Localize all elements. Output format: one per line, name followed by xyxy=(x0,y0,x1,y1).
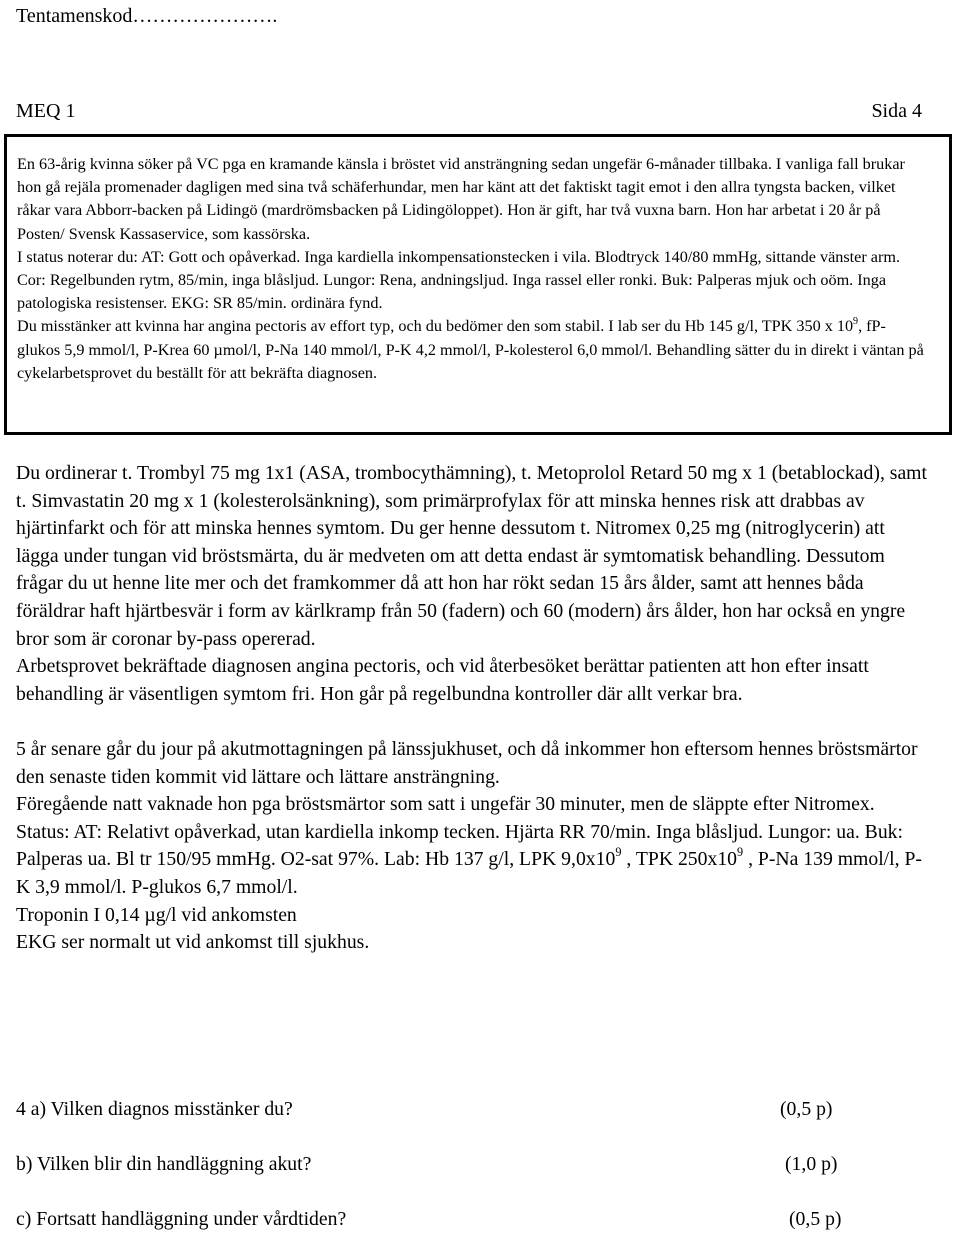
question-4a: 4 a) Vilken diagnos misstänker du? xyxy=(16,1098,293,1120)
status-superscript-2: 9 xyxy=(737,844,744,859)
status-superscript-1: 9 xyxy=(615,844,622,859)
case-history: En 63-årig kvinna söker på VC pga en kramande känsla i bröstet vid ansträngning sedan ungefär 6-månader tillbaka. I vanliga fall brukar hon gå rejäla promenader dagligen med sina två schäferhundar, men har känt att det faktiskt tagit emot i den allra tyngsta backen, vilket råkar vara Abborr-backen på Lidingö (mardrömsbacken på Lidingöloppet). Hon är gift, har två vuxna barn. Hon har arbetat i 20 år på Posten/ Svensk Kassaservice, som kassörska. xyxy=(17,155,905,243)
followup-paragraph: Arbetsprovet bekräftade diagnosen angina pectoris, och vid återbesöket berättar patienten att hon efter insatt behandling är väsentligen symtom fri. Hon går på regelbundna kontroller där allt verkar bra. xyxy=(16,655,869,705)
status-text-c: , P-Na 139 mmol/l, P-K 3,9 mmol/l. P-glukos 6,7 mmol/l. xyxy=(16,848,922,898)
status-paragraph xyxy=(16,819,928,902)
treatment-paragraph: Du ordinerar t. Trombyl 75 mg 1x1 (ASA, trombocythämning), t. Metoprolol Retard 50 mg x 1 (betablockad), samt t. Simvastatin 20 mg x 1 (kolesterolsänkning), som primärprofylax för att minska hennes risk att drabbas av hjärtinfarkt och för att minska hennes symtom. Du ger henne dessutom t. Nitromex 0,25 mg (nitroglycerin) att lägga under tungan vid bröstsmärta, du är medveten om att detta endast är symtomatisk behandling. Dessutom frågar du ut henne lite mer och det framkommer då att hon har rökt sedan 15 års ålder, samt att hennes båda föräldrar haft hjärtbesvär i form av kärlkramp från 50 (fadern) och 60 (modern) års ålder, hon har också en yngre bror som är coronar by-pass opererad. xyxy=(16,462,927,650)
case-status: I status noterar du: AT: Gott och opåverkad. Inga kardiella inkompensationstecken i vila. Blodtryck 140/80 mmHg, sittande vänster arm. Cor: Regelbunden rytm, 85/min, inga blåsljud. Lungor: Rena, andningsljud. Inga rassel eller ronki. Buk: Palperas mjuk och oöm. Inga patologiska resistenser. EKG: SR 85/min. ordinära fynd. xyxy=(17,247,900,313)
case-lab xyxy=(17,315,929,385)
question-4a-points: (0,5 p) xyxy=(780,1098,833,1120)
main-text xyxy=(16,460,928,957)
troponin-line: Troponin I 0,14 µg/l vid ankomsten xyxy=(16,903,297,926)
case-lab-text-a: Du misstänker att kvinna har angina pectoris av effort typ, och du bedömer den som stabil. I lab ser du Hb 145 g/l, TPK 350 x 10 xyxy=(17,317,854,336)
case-lab-text-b: , fP-glukos 5,9 mmol/l, P-Krea 60 µmol/l, P-Na 140 mmol/l, P-K 4,2 mmol/l, P-kolesterol 6,0 mmol/l. Behandling sätter du in direkt i väntan på cykelarbetsprovet du beställt för att bekräfta diagnosen. xyxy=(17,317,924,382)
question-4c-points: (0,5 p) xyxy=(789,1208,842,1230)
question-4b-points: (1,0 p) xyxy=(785,1153,838,1175)
status-text-a: Status: AT: Relativt opåverkad, utan kardiella inkomp tecken. Hjärta RR 70/min. Inga blåsljud. Lungor: ua. Buk: Palperas ua. Bl tr 150/95 mmHg. O2-sat 97%. Lab: Hb 137 g/l, LPK 9,0x10 xyxy=(16,820,903,871)
exam-code-field: Tentamenskod…………………. xyxy=(16,5,278,27)
case-lab-superscript: 9 xyxy=(853,315,859,327)
question-4b: b) Vilken blir din handläggning akut? xyxy=(16,1153,312,1175)
page-number: Sida 4 xyxy=(871,100,922,122)
meq-label: MEQ 1 xyxy=(16,100,76,122)
emergency-paragraph: 5 år senare går du jour på akutmottagningen på länssjukhuset, och då inkommer hon eftersom hennes bröstsmärtor den senaste tiden kommit vid lättare och lättare ansträngning. xyxy=(16,737,918,788)
night-paragraph: Föregående natt vaknade hon pga bröstsmärtor som satt i ungefär 30 minuter, men de släppte efter Nitromex. xyxy=(16,793,875,816)
case-text xyxy=(17,153,929,385)
question-4c: c) Fortsatt handläggning under vårdtiden? xyxy=(16,1208,347,1230)
status-text-b: , TPK 250x10 xyxy=(621,848,738,871)
case-box xyxy=(4,134,952,435)
ekg-line: EKG ser normalt ut vid ankomst till sjukhus. xyxy=(16,931,370,954)
